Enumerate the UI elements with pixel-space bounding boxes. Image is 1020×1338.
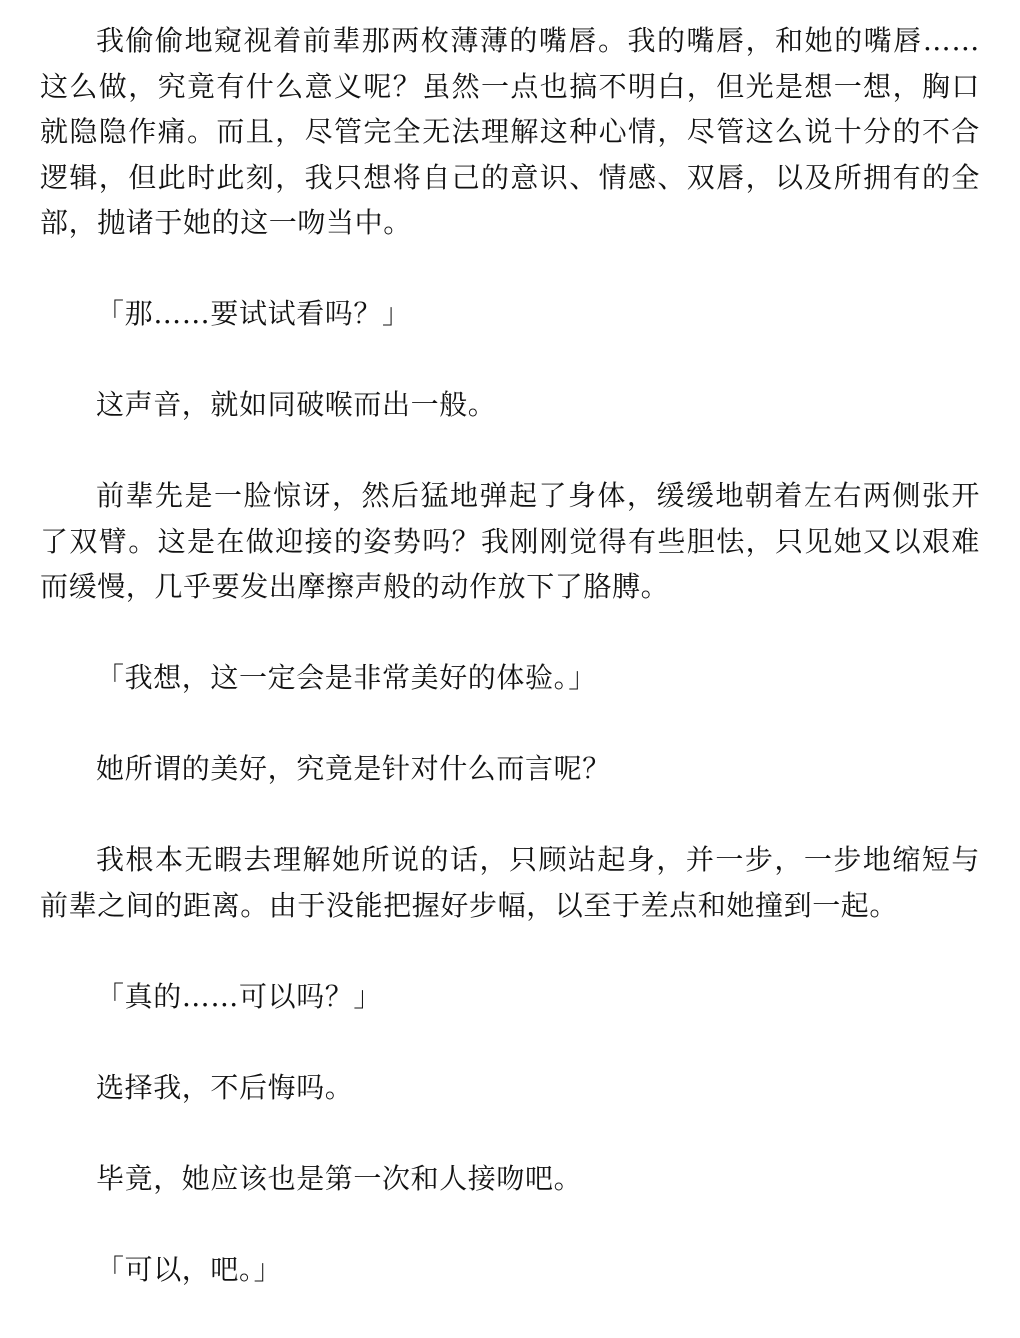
paragraph-3: 前辈先是一脸惊讶，然后猛地弹起了身体，缓缓地朝着左右两侧张开了双臂。这是在做迎接的姿势吗？我刚刚觉得有些胆怯，只见她又以艰难而缓慢，几乎要发出摩擦声般的动作放下了胳膊。 [40,479,980,603]
paragraph-7: 毕竟，她应该也是第一次和人接吻吧。 [96,1161,583,1195]
paragraph-6: 选择我，不后悔吗。 [96,1070,354,1104]
dialogue-line-2: 「我想，这一定会是非常美好的体验。」 [96,661,597,694]
dialogue-line-1: 「那……要试试看吗？」 [96,297,411,330]
paragraph-5: 我根本无暇去理解她所说的话，只顾站起身，并一步，一步地缩短与前辈之间的距离。由于没能把握好步幅，以至于差点和她撞到一起。 [40,843,980,922]
paragraph-2: 这声音，就如同破喉而出一般。 [96,388,497,421]
paragraph-4: 她所谓的美好，究竟是针对什么而言呢？ [96,752,611,785]
paragraph-1: 我偷偷地窥视着前辈那两枚薄薄的嘴唇。我的嘴唇，和她的嘴唇……这么做，究竟有什么意义呢？虽然一点也搞不明白，但光是想一想，胸口就隐隐作痛。而且，尽管完全无法理解这种心情，尽管这么说十分的不合逻辑，但此时此刻，我只想将自己的意识、情感、双唇，以及所拥有的全部，抛诸于她的这一吻当中。 [40,24,980,239]
text-page [40,18,980,1338]
dialogue-line-4: 「可以，吧。」 [96,1252,283,1286]
dialogue-line-3: 「真的……可以吗？」 [96,979,383,1013]
